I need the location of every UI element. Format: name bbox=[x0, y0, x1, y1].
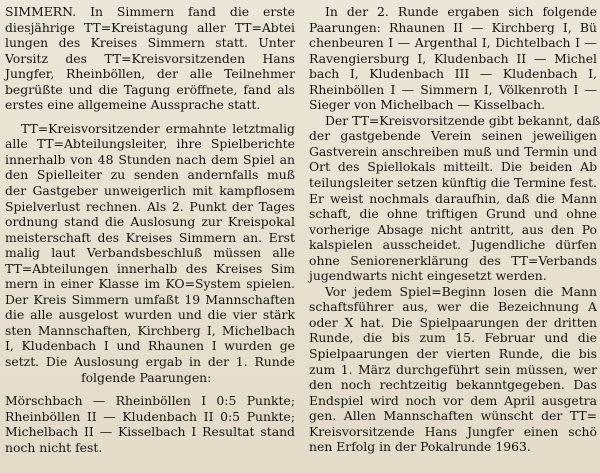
text-line: TT=Abteilungen innerhalb des Kreises Sim bbox=[5, 260, 295, 276]
text-line: nen Erfolg in der Pokalrunde 1963. bbox=[309, 439, 531, 455]
text-line: Der Kreis Simmern umfaßt 19 Mannschaften bbox=[5, 291, 295, 307]
text-line: den noch rechtzeitig bekanntgegeben. Das bbox=[309, 377, 597, 393]
paragraph-draw-rules bbox=[309, 284, 597, 455]
text-line: sten Mannschaften, Kirchberg I, Michelbach bbox=[5, 322, 295, 338]
text-line: Mörschbach — Rheinböllen I 0:5 Punkte; bbox=[5, 393, 295, 409]
text-line: folgende Paarungen: bbox=[81, 369, 212, 385]
text-line: Gastverein anschreiben muß und Termin und bbox=[309, 143, 597, 159]
text-line: der Gastgeber unweigerlich mit kampflosem bbox=[5, 183, 295, 199]
text-line: schaftsführer aus, wer die Bezeichnung A bbox=[309, 299, 597, 315]
text-line: noch nicht fest. bbox=[5, 439, 103, 455]
text-line: zum 1. März durchgeführt sein müssen, wer bbox=[309, 361, 597, 377]
text-line: alle TT=Abteilungsleiter, ihre Spielberichte bbox=[5, 136, 295, 152]
text-line: jugendwarts nicht eingesetzt werden. bbox=[309, 268, 547, 284]
text-line: Runde, die bis zum 15. Februar und die bbox=[309, 330, 597, 346]
text-line: lungen des Kreises Simmern statt. Unter bbox=[5, 35, 295, 51]
paragraph-announcements bbox=[5, 121, 295, 385]
text-line: Michelbach II — Kisselbach I Resultat stand bbox=[5, 424, 295, 440]
text-line: begrüßte und die Tagung eröffnete, fand als bbox=[5, 81, 295, 97]
right-column bbox=[309, 4, 600, 455]
text-line: vorherige Absage nicht antritt, aus den Po bbox=[309, 221, 597, 237]
text-line: Vor jedem Spiel=Beginn losen die Mann bbox=[325, 283, 597, 299]
left-column bbox=[5, 4, 295, 455]
text-line: teilungsleiter setzen künftig die Termine fest. bbox=[309, 175, 597, 191]
text-line: ordnung stand die Auslosung zur Kreispokal bbox=[5, 214, 295, 230]
text-line: gen. Allen Mannschaften wünscht der TT= bbox=[309, 408, 597, 424]
text-line: schaft, die ohne triftigen Grund und ohne bbox=[309, 206, 597, 222]
text-line: Er weist nochmals daraufhin, daß die Mann bbox=[309, 190, 597, 206]
text-line: Jungfer, Rheinböllen, der alle Teilnehmer bbox=[5, 66, 295, 82]
text-line: Rheinböllen I — Simmern I, Völkenroth I — bbox=[309, 81, 597, 97]
text-line: Kreisvorsitzende Hans Jungfer einen schö bbox=[309, 423, 597, 439]
text-line: Der TT=Kreisvorsitzende gibt bekannt, daß bbox=[325, 112, 600, 128]
text-line: den Spielleiter zu senden andernfalls muß bbox=[5, 167, 295, 183]
text-line: die alle ausgelost wurden und die vier stärk bbox=[5, 307, 295, 323]
text-line: malig laut Verbandsbeschluß müssen alle bbox=[5, 245, 295, 261]
paragraph-round-two bbox=[309, 4, 597, 113]
text-line: mern in einer Klasse im KO=System spielen. bbox=[5, 276, 295, 292]
text-line: Spielpaarungen der vierten Runde, die bis bbox=[309, 346, 597, 362]
text-line: chenbeuren I — Argenthal I, Dichtelbach I — bbox=[309, 35, 597, 51]
text-line: TT=Kreisvorsitzender ermahnte letztmalig bbox=[21, 120, 295, 136]
text-line: Endspiel wird noch vor dem April ausgetra bbox=[309, 392, 597, 408]
text-line: der gastgebende Verein seinen jeweiligen bbox=[309, 128, 597, 144]
paragraph-intro bbox=[5, 4, 295, 113]
text-line: ohne Seniorenerklärung des TT=Verbands bbox=[309, 252, 597, 268]
text-line: Paarungen: Rhaunen II — Kirchberg I, Bü bbox=[309, 19, 597, 35]
text-line: oder X hat. Die Spielpaarungen der dritten bbox=[309, 314, 597, 330]
text-line: Ort des Spiellokals mitteilt. Die beiden Ab bbox=[309, 159, 597, 175]
text-line: Spielverlust rechnen. Als 2. Punkt der Tages bbox=[5, 198, 295, 214]
text-line: innerhalb von 48 Stunden nach dem Spiel an bbox=[5, 151, 295, 167]
text-line: Sieger von Michelbach — Kisselbach. bbox=[309, 97, 546, 113]
text-line: kalspielen ausscheidet. Jugendliche dürfen bbox=[309, 237, 597, 253]
text-line: Vorsitz des TT=Kreisvorsitzenden Hans bbox=[5, 50, 295, 66]
text-line: erstes eine allgemeine Aussprache statt. bbox=[5, 97, 261, 113]
text-line: bach I, Kludenbach III — Kludenbach I, bbox=[309, 66, 597, 82]
text-line: In der 2. Runde ergaben sich folgende bbox=[325, 4, 597, 19]
text-line: SIMMERN. In Simmern fand die erste bbox=[5, 4, 295, 19]
text-line: Rheinböllen II — Kludenbach II 0:5 Punkte; bbox=[5, 408, 295, 424]
text-line: I, Kludenbach I und Rhaunen I wurden ge bbox=[5, 338, 295, 354]
text-line: meisterschaft des Kreises Simmern an. Erst bbox=[5, 229, 295, 245]
paragraph-round-one-results bbox=[5, 393, 295, 455]
text-line: diesjährige TT=Kreistagung aller TT=Abtei bbox=[5, 19, 295, 35]
paragraph-scheduling bbox=[309, 112, 600, 284]
text-line: Ravengiersburg I, Kludenbach II — Michel bbox=[309, 50, 597, 66]
text-line: setzt. Die Auslosung ergab in der 1. Runde bbox=[5, 354, 295, 370]
